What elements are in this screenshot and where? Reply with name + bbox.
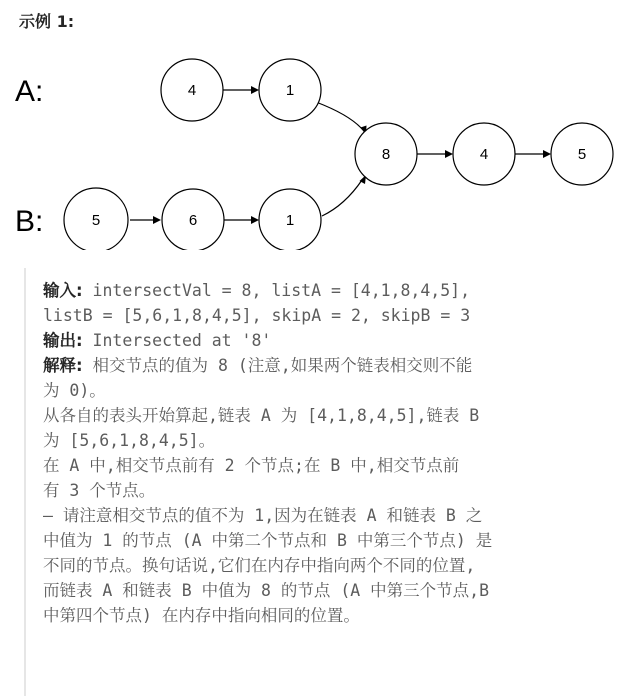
node-value: 6	[188, 212, 198, 229]
node-value: 1	[285, 212, 295, 229]
list-a-node	[161, 59, 223, 121]
list-b-node	[259, 189, 321, 250]
output-line	[43, 328, 613, 353]
node-value: 1	[285, 82, 295, 99]
explanation-key: 解释:	[43, 356, 83, 375]
arrowhead	[543, 150, 551, 158]
list-b-label: B:	[15, 205, 44, 238]
node-value: 5	[91, 212, 101, 229]
arrowhead	[251, 216, 259, 224]
explanation-line: 中第四个节点) 在内存中指向相同的位置。	[43, 606, 360, 625]
list-b-node	[162, 189, 224, 250]
explanation-line: 中值为 1 的节点 (A 中第二个节点和 B 中第三个节点) 是	[43, 531, 493, 550]
list-a-label: A:	[15, 75, 44, 108]
explanation-line: 有 3 个节点。	[43, 481, 156, 500]
edge-b3-shared1	[322, 180, 362, 216]
node-value: 8	[381, 146, 391, 163]
input-line	[43, 278, 613, 303]
explanation-line: 在 A 中,相交节点前有 2 个节点;在 B 中,相交节点前	[43, 456, 460, 475]
example-blockquote	[24, 268, 616, 696]
node-value: 5	[577, 146, 587, 163]
shared-node	[551, 123, 613, 185]
example-body	[43, 278, 613, 628]
example-heading: 示例 1:	[19, 12, 75, 31]
explanation-line: 从各自的表头开始算起,链表 A 为 [4,1,8,4,5],链表 B	[43, 406, 480, 425]
explanation-line	[43, 353, 613, 378]
node-value: 4	[187, 82, 197, 99]
input-value-line1: intersectVal = 8, listA = [4,1,8,4,5],	[92, 281, 471, 300]
explanation-line: 为 [5,6,1,8,4,5]。	[43, 431, 216, 450]
list-a-node	[259, 59, 321, 121]
arrowhead	[251, 86, 259, 94]
explanation-text: 相交节点的值为 8 (注意,如果两个链表相交则不能	[92, 356, 473, 375]
edge-a2-shared1	[316, 102, 363, 130]
output-key: 输出:	[43, 331, 83, 350]
input-key: 输入:	[43, 281, 83, 300]
explanation-line: 而链表 A 和链表 B 中值为 8 的节点 (A 中第三个节点,B	[43, 581, 490, 600]
input-value-line2: listB = [5,6,1,8,4,5], skipA = 2, skipB = 3	[43, 306, 471, 325]
shared-node	[355, 123, 417, 185]
arrowhead	[445, 150, 453, 158]
shared-node	[453, 123, 515, 185]
node-value: 4	[479, 146, 489, 163]
linked-list-intersection-diagram	[0, 50, 630, 250]
arrowhead	[153, 216, 161, 224]
explanation-line: — 请注意相交节点的值不为 1,因为在链表 A 和链表 B 之	[43, 506, 483, 525]
list-b-node	[64, 188, 128, 250]
explanation-line: 不同的节点。换句话说,它们在内存中指向两个不同的位置,	[43, 556, 476, 575]
explanation-line: 为 0)。	[43, 381, 106, 400]
output-value: Intersected at '8'	[92, 331, 272, 350]
